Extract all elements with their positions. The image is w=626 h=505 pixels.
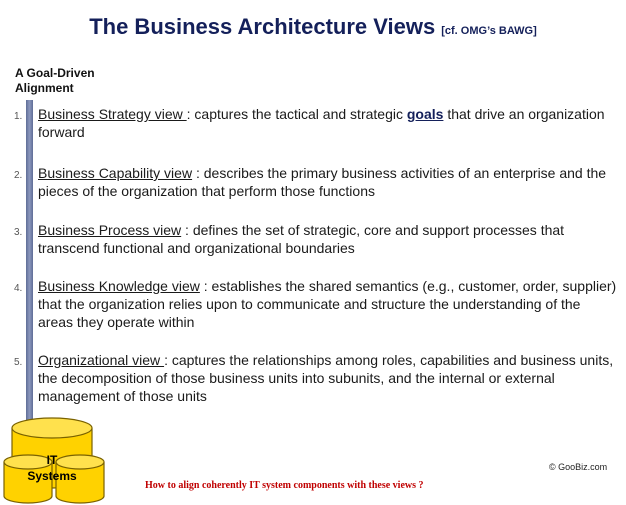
item-number: 1. (14, 111, 23, 122)
item-text (38, 277, 619, 331)
list-item-capability (14, 164, 619, 200)
item-description: : establishes the shared semantics (e.g., customer, order, supplier) that the organization relies upon to communicate and structure the understanding of the areas they operate within (38, 278, 617, 330)
list-item-organizational (14, 351, 619, 405)
item-description: : captures the relationships among roles, capabilities and business units, the decomposition of those business units into subunits, and the internal or external management of those units (38, 352, 614, 404)
item-text (38, 105, 619, 141)
item-text (38, 164, 619, 200)
question-footer: How to align coherently IT system components with these views ? (145, 480, 424, 491)
list-item-knowledge (14, 277, 619, 331)
database-label-it: IT (46, 453, 58, 467)
title-note: [cf. OMG’s BAWG] (441, 25, 537, 37)
item-title: Business Knowledge view (38, 278, 200, 294)
item-title: Business Strategy view (38, 106, 187, 122)
copyright-label: © GooBiz.com (549, 462, 608, 472)
goals-keyword: goals (406, 106, 444, 122)
item-number: 3. (14, 227, 23, 238)
item-text (38, 221, 619, 257)
it-systems-database-icon (0, 414, 140, 505)
item-description: : defines the set of strategic, core and support processes that transcend functional and organizational boundaries (38, 222, 565, 256)
item-title: Business Capability view (38, 165, 193, 181)
item-number: 2. (14, 170, 23, 181)
item-description-end: that drive an organization forward (38, 106, 605, 140)
item-text (38, 351, 619, 405)
item-number: 5. (14, 357, 23, 368)
item-description: : captures the tactical and strategic (186, 106, 407, 122)
page-title (0, 14, 626, 40)
title-text: The Business Architecture Views (89, 14, 436, 39)
item-description: : describes the primary business activities of an enterprise and the pieces of the organization that perform those functions (38, 165, 607, 199)
alignment-label: A Goal-Driven Alignment (15, 66, 95, 95)
item-title: Business Process view (38, 222, 182, 238)
item-title: Organizational view (38, 352, 165, 368)
list-item-process (14, 221, 619, 257)
list-item-strategy (14, 105, 619, 141)
database-label-systems: Systems (27, 469, 77, 483)
item-number: 4. (14, 283, 23, 294)
